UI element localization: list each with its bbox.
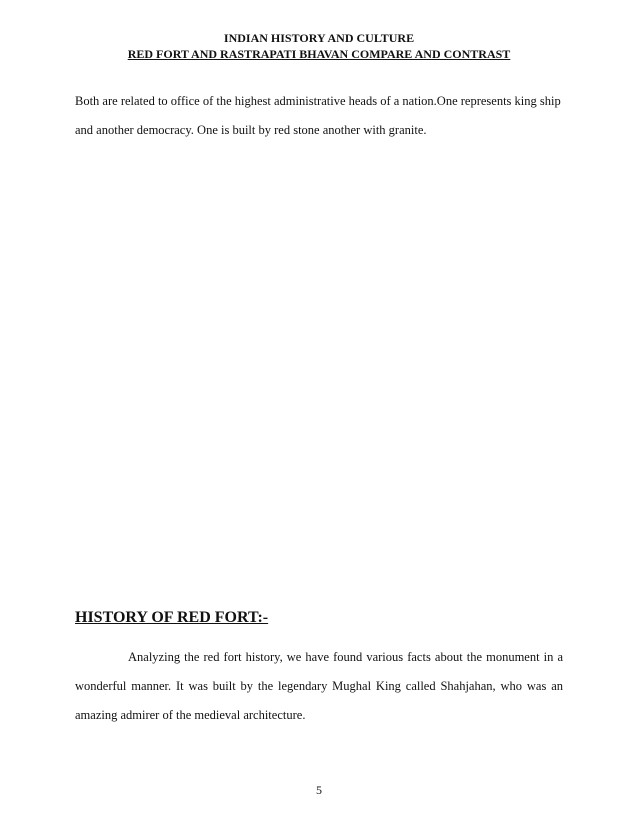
history-paragraph: Analyzing the red fort history, we have found various facts about the monument in a wonderful manner. It was built by the legendary Mughal King called Shahjahan, who was an amazing admirer of the medieval architecture.	[75, 650, 563, 722]
header-title: INDIAN HISTORY AND CULTURE	[223, 31, 415, 45]
header-subtitle: RED FORT AND RASTRAPATI BHAVAN COMPARE AND CONTRAST	[127, 47, 511, 61]
intro-paragraph: Both are related to office of the highest administrative heads of a nation.One represents king ship and another democracy. One is built by red stone another with granite.	[75, 94, 561, 137]
section-heading: HISTORY OF RED FORT:-	[75, 609, 269, 626]
page-number: 5	[316, 783, 322, 797]
page-header	[0, 30, 638, 62]
